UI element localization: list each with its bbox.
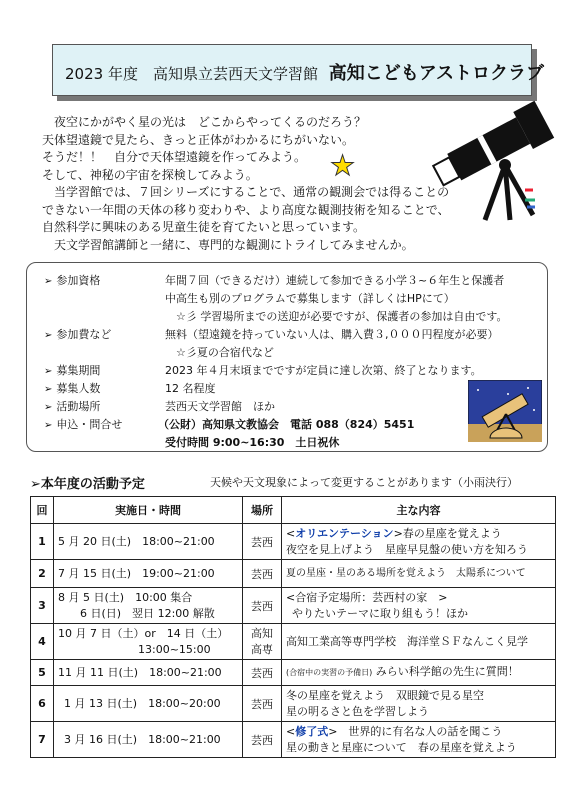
venue-label: ➢ 活動場所 (44, 400, 101, 413)
arrow-bullet-icon: ➢ (44, 420, 53, 431)
intro-text (42, 114, 482, 254)
capacity-value: 12 名程度 (165, 382, 216, 395)
arrow-bullet-icon: ➢ (44, 276, 53, 287)
observatory-picture (468, 380, 542, 442)
row-content: 高知工業高等専門学校 海洋堂ＳＦなんこく見学 (282, 624, 556, 660)
star-icon: ★ (330, 149, 356, 182)
club-name: 高知こどもアストロクラブ (328, 63, 545, 84)
period-label: ➢ 募集期間 (44, 364, 101, 377)
row-content: <修了式> 世界的に有名な人の話を聞こう 星の動きと星座について 春の星座を覚えよう (282, 722, 556, 758)
fee-label: ➢ 参加費など (44, 328, 112, 341)
table-row (31, 524, 556, 560)
row-date: 1 月 13 日(土) 18:00~20:00 (54, 686, 243, 722)
row-content: <オリエンテーション>春の星座を覚えよう 夜空を見上げよう 星座早見盤の使い方を知ろう (282, 524, 556, 560)
col-header-content: 主な内容 (282, 497, 556, 524)
row-date: 8 月 5 日(土) 10:00 集合 6 日(日) 翌日 12:00 解散 (54, 588, 243, 624)
arrow-bullet-icon: ➢ (44, 330, 53, 341)
row-content: <合宿予定場所：芸西村の家 > やりたいテーマに取り組もう！ほか (282, 588, 556, 624)
row-date: 5 月 20 日(土) 18:00~21:00 (54, 524, 243, 560)
table-row (31, 686, 556, 722)
table-row (31, 588, 556, 624)
arrow-bullet-icon: ➢ (44, 384, 53, 395)
row-date: 11 月 11 日(土) 18:00~21:00 (54, 660, 243, 686)
arrow-bullet-icon: ➢ (44, 402, 53, 413)
venue-value: 芸西天文学習館 ほか (165, 400, 275, 413)
capacity-label: ➢ 募集人数 (44, 382, 101, 395)
row-place: 芸西 (243, 524, 282, 560)
row-place: 芸西 (243, 686, 282, 722)
fee-note: ☆彡夏の合宿代など (176, 346, 274, 359)
row-num: 5 (31, 660, 54, 686)
eligibility-note: 中高生も別のプログラムで募集します（詳しくはHPにて） (165, 292, 455, 305)
row-date: 3 月 16 日(土) 18:00~21:00 (54, 722, 243, 758)
row-place: 高知 高専 (243, 624, 282, 660)
row-place: 芸西 (243, 660, 282, 686)
eligibility-label: ➢ 参加資格 (44, 274, 101, 287)
table-row (31, 624, 556, 660)
period-value: 2023 年４月末頃までですが定員に達し次第、終了となります。 (165, 364, 482, 377)
intro-line: 夜空にかがやく星の光は どこからやってくるのだろう？ (42, 115, 367, 129)
intro-line: できない一年間の天体の移り変わりや、より高度な観測技術を知ることで、 (42, 202, 450, 217)
contact-label: ➢ 申込・問合せ (44, 418, 123, 431)
arrow-bullet-icon: ➢ (44, 366, 53, 377)
row-date: 7 月 15 日(土) 19:00~21:00 (54, 560, 243, 588)
intro-line: そうだ！！ 自分で天体望遠鏡を作ってみよう。 (42, 150, 307, 164)
schedule-note: 天候や天文現象によって変更することがあります（小雨決行） (210, 476, 518, 489)
col-header-num: 回 (31, 497, 54, 524)
col-header-place: 場所 (243, 497, 282, 524)
banner-prefix: 2023 年度 高知県立芸西天文学習館 (65, 65, 318, 83)
row-num: 7 (31, 722, 54, 758)
table-row (31, 660, 556, 686)
schedule-table (30, 496, 556, 758)
contact-value: （公財）高知県文教協会 電話 088（824）5451 (158, 418, 415, 431)
table-header-row (31, 497, 556, 524)
row-num: 3 (31, 588, 54, 624)
eligibility-note: ☆彡 学習場所までの送迎が必要ですが、保護者の参加は自由です。 (176, 310, 508, 323)
row-num: 1 (31, 524, 54, 560)
fee-value: 無料（望遠鏡を持っていない人は、購入費３,０００円程度が必要） (165, 328, 499, 341)
contact-hours: 受付時間 9:00~16:30 土日祝休 (165, 436, 340, 449)
row-content: (合宿中の実習の予備日) みらい科学館の先生に質問！ (282, 660, 556, 686)
row-content: 夏の星座・星のある場所を覚えよう 太陽系について (282, 560, 556, 588)
intro-line: 当学習館では、７回シリーズにすることで、通常の観測会では得ることの (42, 185, 450, 199)
intro-line: そして、神秘の宇宙を探検してみよう。 (42, 167, 258, 182)
table-row (31, 560, 556, 588)
row-content: 冬の星座を覚えよう 双眼鏡で見る星空 星の明るさと色を学習しよう (282, 686, 556, 722)
intro-line: 天体望遠鏡で見たら、きっと正体がわかるにちがいない。 (42, 132, 355, 147)
intro-line: 天文学習館講師と一緒に、専門的な観測にトライしてみませんか。 (42, 237, 414, 252)
telescope-illustration (425, 95, 565, 225)
intro-line: 自然科学に興味のある児童生徒を育てたいと思っています。 (42, 220, 366, 234)
arrow-bullet-icon: ➢ (30, 477, 41, 492)
row-place: 芸西 (243, 560, 282, 588)
row-num: 2 (31, 560, 54, 588)
col-header-date: 実施日・時間 (54, 497, 243, 524)
schedule-title: ➢本年度の活動予定 (30, 477, 145, 492)
banner-text (65, 59, 544, 85)
row-num: 6 (31, 686, 54, 722)
row-num: 4 (31, 624, 54, 660)
eligibility-value: 年間７回（できるだけ）連続して参加できる小学３~６年生と保護者 (165, 274, 505, 287)
row-place: 芸西 (243, 722, 282, 758)
row-place: 芸西 (243, 588, 282, 624)
table-row (31, 722, 556, 758)
row-date: 10 月 7 日（土）or 14 日（土） 13:00~15:00 (54, 624, 243, 660)
title-banner (52, 44, 545, 96)
